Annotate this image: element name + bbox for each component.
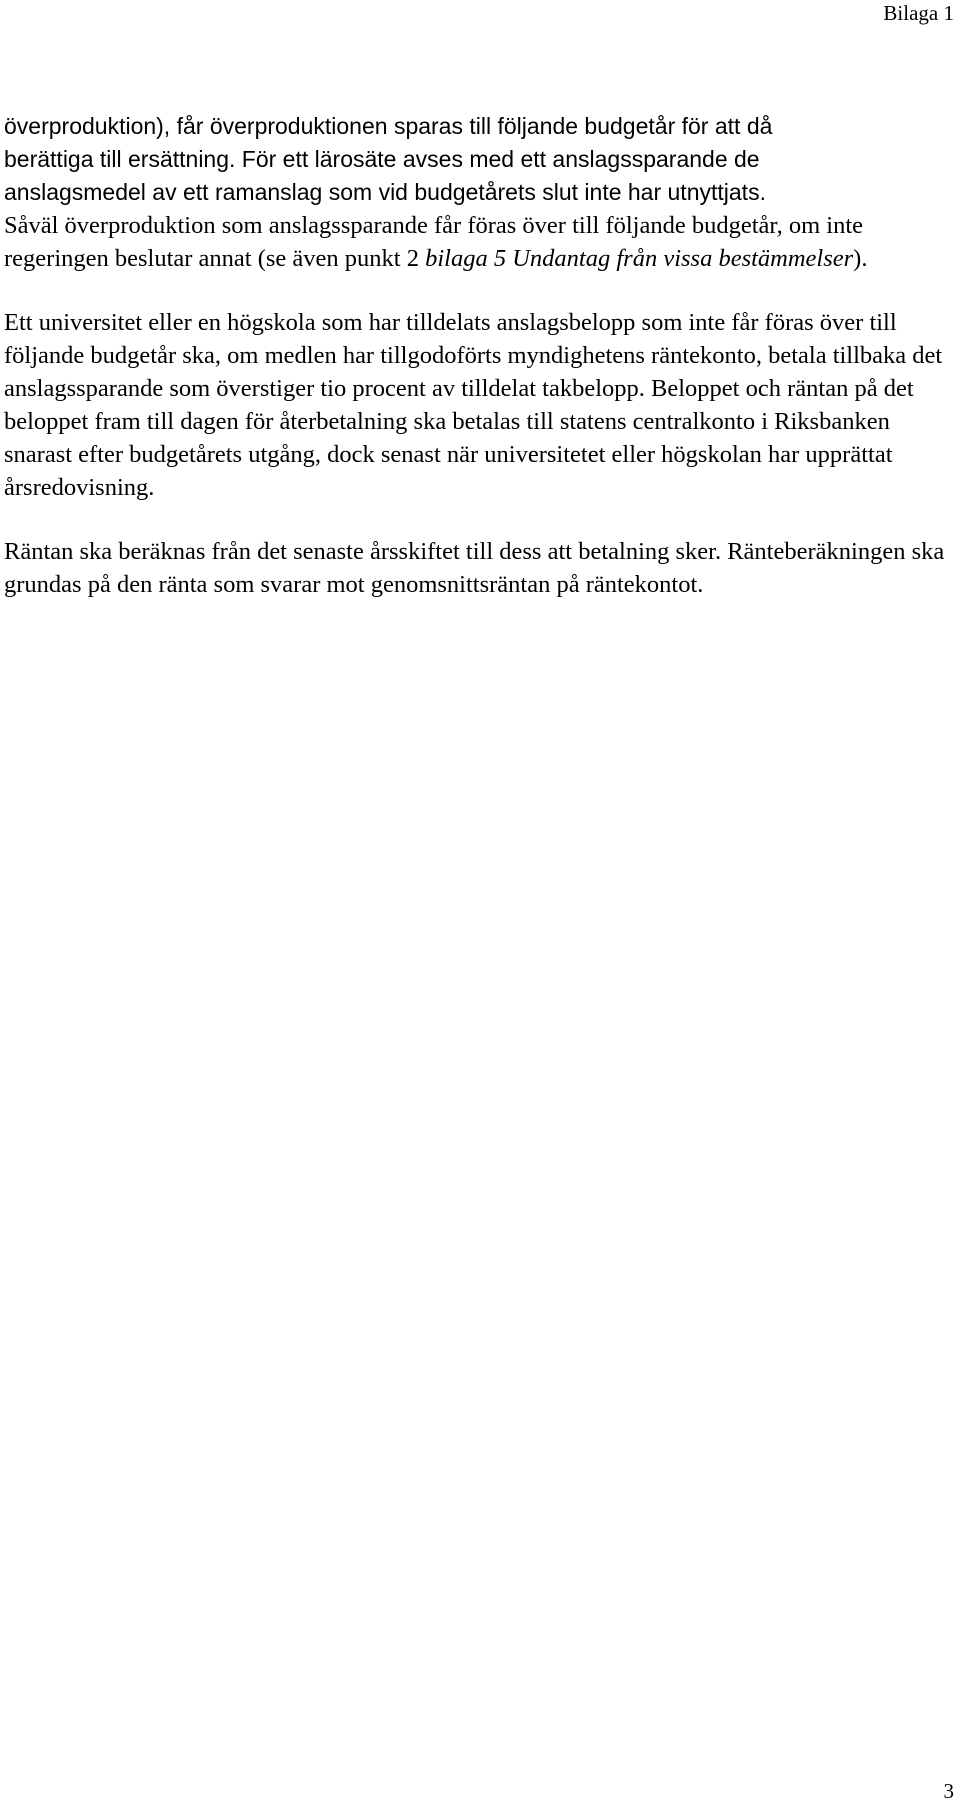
paragraph-1-line-5-start: om inte regeringen beslutar annat (se även punkt 2 — [4, 212, 863, 272]
paragraph-1-line-1: överproduktion), får överproduktionen sparas till följande budgetår för att då — [4, 113, 773, 139]
page-number: 3 — [943, 1779, 954, 1803]
paragraph-1-line-3: anslagsmedel av ett ramanslag som vid budgetårets slut inte har utnyttjats. — [4, 179, 766, 205]
document-body — [4, 110, 954, 632]
paragraph-1-reference: bilaga 5 Undantag från vissa bestämmelser — [425, 245, 854, 272]
page-header-label: Bilaga 1 — [883, 1, 954, 25]
paragraph-2: Ett universitet eller en högskola som har tilldelats anslagsbelopp som inte får föras över till följande budgetår ska, om medlen har tillgodoförts myndighetens räntekonto, betala tillbaka det anslagssparande som överstiger tio procent av tilldelat takbelopp. Beloppet och räntan på det beloppet fram till dagen för återbetalning ska betalas till statens centralkonto i Riksbanken snarast efter budgetårets utgång, dock senast när universitetet eller högskolan har upprättat årsredovisning. — [4, 309, 943, 501]
paragraph-1-line-2: berättiga till ersättning. För ett lärosäte avses med ett anslagssparande de — [4, 146, 760, 172]
paragraph-1-line-4: Såväl överproduktion som anslagssparande får föras över till följande budgetår, — [4, 212, 783, 239]
paragraph-3: Räntan ska beräknas från det senaste årsskiftet till dess att betalning sker. Ränteberäkningen ska grundas på den ränta som svarar mot genomsnittsräntan på räntekontot. — [4, 538, 945, 598]
paragraph-1-line-5-end: ). — [853, 245, 868, 272]
paragraph-1 — [4, 110, 954, 275]
